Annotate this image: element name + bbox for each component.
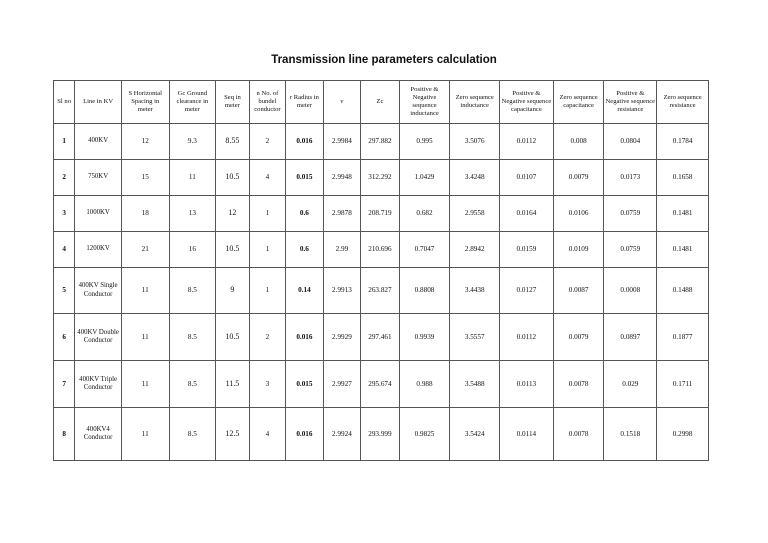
table-cell: 9 (216, 268, 249, 314)
column-header: Seq in meter (216, 81, 249, 124)
table-cell: 400KV Double Conductor (75, 314, 122, 361)
table-cell: 2.9924 (323, 408, 361, 461)
table-row (54, 361, 709, 408)
table-cell: 0.6 (286, 232, 324, 268)
table-cell: 0.0107 (500, 160, 554, 196)
column-header: Sl no (54, 81, 75, 124)
table-cell: 0.1518 (604, 408, 657, 461)
table-row (54, 124, 709, 160)
table-cell: 6 (54, 314, 75, 361)
table-cell: 11.5 (216, 361, 249, 408)
table-cell: 0.1488 (657, 268, 709, 314)
table-cell: 0.015 (286, 361, 324, 408)
table-cell: 0.7047 (399, 232, 450, 268)
table-cell: 3.4248 (450, 160, 500, 196)
table-cell: 1200KV (75, 232, 122, 268)
table-cell: 2 (249, 314, 286, 361)
table-cell: 8.5 (169, 314, 216, 361)
table-cell: 0.0109 (553, 232, 604, 268)
table-cell: 0.1784 (657, 124, 709, 160)
table-cell: 0.0114 (500, 408, 554, 461)
column-header: Zc (361, 81, 400, 124)
table-cell: 0.0079 (553, 314, 604, 361)
table-cell: 0.2998 (657, 408, 709, 461)
table-cell: 8 (54, 408, 75, 461)
table-cell: 2.9878 (323, 196, 361, 232)
table-cell: 8.5 (169, 268, 216, 314)
table-cell: 0.0087 (553, 268, 604, 314)
table-cell: 263.827 (361, 268, 400, 314)
parameters-table (53, 80, 709, 461)
table-cell: 9.3 (169, 124, 216, 160)
table-cell: 21 (121, 232, 169, 268)
table-cell: 12 (216, 196, 249, 232)
table-cell: 2.9984 (323, 124, 361, 160)
table-cell: 1 (249, 268, 286, 314)
column-header: Positive & Negative sequence inductance (399, 81, 450, 124)
table-cell: 312.292 (361, 160, 400, 196)
table-cell: 0.016 (286, 408, 324, 461)
table-cell: 11 (121, 408, 169, 461)
table-cell: 0.682 (399, 196, 450, 232)
table-cell: 15 (121, 160, 169, 196)
table-cell: 400KV Triple Conductor (75, 361, 122, 408)
table-cell: 0.008 (553, 124, 604, 160)
table-cell: 0.0112 (500, 124, 554, 160)
table-cell: 2.9927 (323, 361, 361, 408)
table-cell: 400KV (75, 124, 122, 160)
table-cell: 1.0429 (399, 160, 450, 196)
table-row (54, 160, 709, 196)
table-cell: 2.9929 (323, 314, 361, 361)
table-cell: 3 (54, 196, 75, 232)
table-cell: 16 (169, 232, 216, 268)
table-cell: 3.4438 (450, 268, 500, 314)
table-cell: 4 (54, 232, 75, 268)
table-cell: 0.0173 (604, 160, 657, 196)
table-cell: 10.5 (216, 314, 249, 361)
table-cell: 1 (249, 196, 286, 232)
table-cell: 2.9948 (323, 160, 361, 196)
table-row (54, 314, 709, 361)
column-header: Positive & Negative sequence capacitance (500, 81, 554, 124)
column-header: v (323, 81, 361, 124)
header-row (54, 81, 709, 124)
table-cell: 8.55 (216, 124, 249, 160)
column-header: n No. of bundel conductor (249, 81, 286, 124)
table-cell: 0.0113 (500, 361, 554, 408)
table-body (54, 124, 709, 461)
table-cell: 0.995 (399, 124, 450, 160)
table-cell: 297.461 (361, 314, 400, 361)
table-cell: 0.1658 (657, 160, 709, 196)
table-cell: 3.5557 (450, 314, 500, 361)
table-cell: 5 (54, 268, 75, 314)
column-header: Line in KV (75, 81, 122, 124)
table-cell: 0.015 (286, 160, 324, 196)
column-header: Zero sequence resistance (657, 81, 709, 124)
table-cell: 0.029 (604, 361, 657, 408)
table-cell: 11 (169, 160, 216, 196)
table-cell: 0.0112 (500, 314, 554, 361)
table-cell: 11 (121, 314, 169, 361)
column-header: r Radius in meter (286, 81, 324, 124)
table-cell: 8.5 (169, 408, 216, 461)
table-cell: 4 (249, 160, 286, 196)
table-cell: 3.5488 (450, 361, 500, 408)
table-cell: 1 (54, 124, 75, 160)
table-cell: 210.696 (361, 232, 400, 268)
table-cell: 0.0106 (553, 196, 604, 232)
table-cell: 0.8808 (399, 268, 450, 314)
table-cell: 12 (121, 124, 169, 160)
table-cell: 0.1711 (657, 361, 709, 408)
table-cell: 2 (249, 124, 286, 160)
table-row (54, 408, 709, 461)
table-cell: 0.0078 (553, 361, 604, 408)
table-cell: 1 (249, 232, 286, 268)
table-cell: 4 (249, 408, 286, 461)
table-cell: 0.1481 (657, 232, 709, 268)
table-cell: 0.0008 (604, 268, 657, 314)
table-cell: 0.988 (399, 361, 450, 408)
table-cell: 0.016 (286, 314, 324, 361)
table-cell: 0.6 (286, 196, 324, 232)
table-cell: 2.8942 (450, 232, 500, 268)
table-cell: 208.719 (361, 196, 400, 232)
table-cell: 0.016 (286, 124, 324, 160)
table-cell: 3 (249, 361, 286, 408)
table-cell: 11 (121, 361, 169, 408)
table-cell: 295.674 (361, 361, 400, 408)
table-cell: 0.1481 (657, 196, 709, 232)
table-cell: 7 (54, 361, 75, 408)
table-cell: 297.882 (361, 124, 400, 160)
column-header: Zero sequence capacitance (553, 81, 604, 124)
table-cell: 3.5424 (450, 408, 500, 461)
table-cell: 12.5 (216, 408, 249, 461)
column-header: Zero sequence inductance (450, 81, 500, 124)
table-cell: 400KV4 Conductor (75, 408, 122, 461)
table-cell: 2.9558 (450, 196, 500, 232)
table-cell: 0.0127 (500, 268, 554, 314)
table-row (54, 196, 709, 232)
column-header: Positive & Negative sequence resistance (604, 81, 657, 124)
table-cell: 0.14 (286, 268, 324, 314)
table-cell: 0.0164 (500, 196, 554, 232)
table-cell: 10.5 (216, 160, 249, 196)
table-cell: 0.1877 (657, 314, 709, 361)
table-cell: 750KV (75, 160, 122, 196)
table-row (54, 268, 709, 314)
table-cell: 0.9939 (399, 314, 450, 361)
table-cell: 0.0078 (553, 408, 604, 461)
table-cell: 2 (54, 160, 75, 196)
column-header: S Horizontal Spacing in meter (121, 81, 169, 124)
table-cell: 10.5 (216, 232, 249, 268)
table-row (54, 232, 709, 268)
table-cell: 0.9825 (399, 408, 450, 461)
table-cell: 0.0804 (604, 124, 657, 160)
table-cell: 0.0759 (604, 196, 657, 232)
table-cell: 0.0759 (604, 232, 657, 268)
table-cell: 1000KV (75, 196, 122, 232)
column-header: Gc Ground clearance in meter (169, 81, 216, 124)
table-cell: 0.0897 (604, 314, 657, 361)
table-cell: 0.0079 (553, 160, 604, 196)
table-cell: 18 (121, 196, 169, 232)
table-cell: 293.999 (361, 408, 400, 461)
page-title: Transmission line parameters calculation (271, 54, 497, 66)
table-cell: 2.99 (323, 232, 361, 268)
table-cell: 3.5076 (450, 124, 500, 160)
table-cell: 11 (121, 268, 169, 314)
table-cell: 8.5 (169, 361, 216, 408)
table-cell: 400KV Single Conductor (75, 268, 122, 314)
table-cell: 0.0159 (500, 232, 554, 268)
table-cell: 13 (169, 196, 216, 232)
table-cell: 2.9913 (323, 268, 361, 314)
